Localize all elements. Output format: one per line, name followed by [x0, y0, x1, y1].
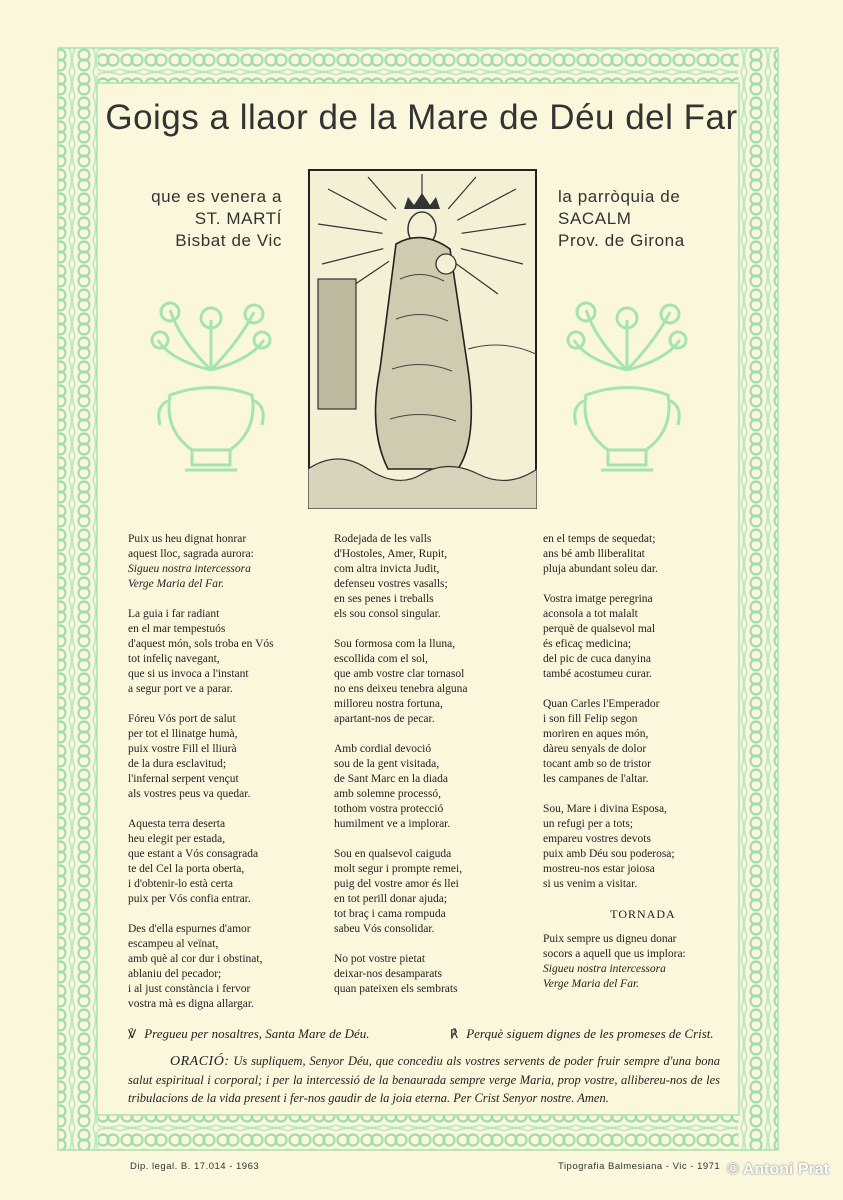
- verse-line: quan pateixen els sembrats: [334, 983, 458, 995]
- stanza: [128, 817, 328, 907]
- verse-line: sabeu Vós consolidar.: [334, 923, 435, 935]
- verse-line: vostra mà es digna allargar.: [128, 998, 254, 1010]
- verse-line: Sou, Mare i divina Esposa,: [543, 803, 667, 815]
- copyright-watermark: © Antoni Prat: [727, 1161, 829, 1178]
- verse-line: escampeu al veïnat,: [128, 938, 219, 950]
- verse-line: ans bé amb lliberalitat: [543, 548, 645, 560]
- verse-line: les campanes de l'altar.: [543, 773, 649, 785]
- verse-line: Verge Maria del Far.: [128, 578, 225, 590]
- verse-line: pluja abundant soleu dar.: [543, 563, 658, 575]
- stanza: [128, 607, 328, 697]
- verse-line: ablaniu del pecador;: [128, 968, 222, 980]
- verse-line: Sou en qualsevol caiguda: [334, 848, 452, 860]
- subtitle-right: [558, 186, 685, 252]
- versicle-text: Pregueu per nosaltres, Santa Mare de Déu.: [144, 1026, 370, 1041]
- stanza: [543, 802, 743, 892]
- verse-line: en ses penes i treballs: [334, 593, 434, 605]
- subtitle-left-line: ST. MARTÍ: [194, 209, 282, 228]
- response-text: Perquè siguem dignes de les promeses de Crist.: [466, 1026, 714, 1041]
- verse-line: amb què al cor dur i obstinat,: [128, 953, 263, 965]
- prayer-heading: ORACIÓ:: [170, 1054, 230, 1069]
- verse-line: escollida com el sol,: [334, 653, 428, 665]
- verse-line: i d'obtenir-lo està certa: [128, 878, 233, 890]
- verse-line: tot braç i cama rompuda: [334, 908, 446, 920]
- stanza: [543, 697, 743, 787]
- verse-line: que amb vostre clar tornasol: [334, 668, 465, 680]
- verse-line: apartant-nos de pecar.: [334, 713, 435, 725]
- verse-line: Des d'ella espurnes d'amor: [128, 923, 251, 935]
- verse-line: de la dura esclavitud;: [128, 758, 227, 770]
- subtitle-left-line: Bisbat de Vic: [175, 231, 282, 250]
- verse-line: dàreu senyals de dolor: [543, 743, 647, 755]
- subtitle-right-line: Prov. de Girona: [558, 231, 685, 250]
- verse-line: a segur port ve a parar.: [128, 683, 233, 695]
- stanza: [543, 532, 743, 577]
- verse-line: puix per Vós confia entrar.: [128, 893, 251, 905]
- verse-line: humilment ve a implorar.: [334, 818, 451, 830]
- verse-line: Puix sempre us digneu donar: [543, 933, 677, 945]
- verse-line: l'infernal serpent vençut: [128, 773, 239, 785]
- verse-column-2: [334, 532, 534, 1012]
- verse-line: i son fill Felip segon: [543, 713, 638, 725]
- verse-line: sou de la gent visitada,: [334, 758, 440, 770]
- stanza: [128, 712, 328, 802]
- verse-line: moriren en aques món,: [543, 728, 649, 740]
- verse-column-1: [128, 532, 328, 1027]
- stanza: [128, 532, 328, 592]
- tornada-heading: TORNADA: [610, 907, 676, 921]
- verse-line: tot infeliç navegant,: [128, 653, 220, 665]
- verse-line: els sou consol singular.: [334, 608, 441, 620]
- verse-line: als vostres peus va quedar.: [128, 788, 251, 800]
- versicle: [128, 1026, 370, 1042]
- virgin-woodcut-image: [308, 169, 537, 509]
- verse-line: puix vostre Fill el lliurà: [128, 743, 237, 755]
- prayer-text: Us supliquem, Senyor Déu, que concediu als vostres servents de poder fruir sempre d'una bona salut espiritual i corporal; i per la intercessió de la benaurada sempre verge Maria, prop vostre, allibereu-nos de les tribulacions de la vida present i fer-nos gaudir de la joia eterna. Per Crist Senyor nostre. Amen.: [128, 1054, 720, 1105]
- verse-line: milloreu nostra fortuna,: [334, 698, 443, 710]
- response-symbol: ℟: [450, 1027, 459, 1041]
- verse-line: en tot perill donar ajuda;: [334, 893, 448, 905]
- verse-line: per tot el llinatge humà,: [128, 728, 238, 740]
- verse-line: deixar-nos desamparats: [334, 968, 443, 980]
- verse-line: defenseu vostres vasalls;: [334, 578, 448, 590]
- verse-line: te del Cel la porta oberta,: [128, 863, 245, 875]
- stanza: [543, 592, 743, 682]
- stanza: [128, 922, 328, 1012]
- stanza: [334, 742, 534, 832]
- verse-line: Puix us heu dignat honrar: [128, 533, 247, 545]
- subtitle-right-line: SACALM: [558, 209, 632, 228]
- verse-line: si us venim a visitar.: [543, 878, 638, 890]
- verse-line: puig del vostre amor és llei: [334, 878, 459, 890]
- verse-line: que estant a Vós consagrada: [128, 848, 259, 860]
- verse-line: un refugi per a tots;: [543, 818, 634, 830]
- verse-line: Sou formosa com la lluna,: [334, 638, 456, 650]
- verse-line: com altra invicta Judit,: [334, 563, 440, 575]
- verse-line: tocant amb so de tristor: [543, 758, 651, 770]
- subtitle-left: [151, 186, 282, 252]
- subtitle-left-line: que es venera a: [151, 187, 282, 206]
- verse-line: Fóreu Vós port de salut: [128, 713, 236, 725]
- verse-line: No pot vostre pietat: [334, 953, 426, 965]
- verse-line: La guia i far radiant: [128, 608, 220, 620]
- legal-deposit: Dip. legal. B. 17.014 - 1963: [130, 1161, 260, 1172]
- verse-line: puix amb Déu sou poderosa;: [543, 848, 675, 860]
- verse-line: aconsola a tot malalt: [543, 608, 638, 620]
- verse-line: perquè de qualsevol mal: [543, 623, 656, 635]
- verse-line: en el mar tempestuós: [128, 623, 226, 635]
- verse-line: Sigueu nostra intercessora: [543, 963, 666, 975]
- stanza: [334, 532, 534, 622]
- verse-line: heu elegit per estada,: [128, 833, 226, 845]
- printer-credit: Tipografia Balmesiana - Vic - 1971: [558, 1161, 721, 1172]
- stanza: [334, 847, 534, 937]
- verse-line: empareu vostres devots: [543, 833, 651, 845]
- verse-line: Amb cordial devoció: [334, 743, 432, 755]
- verse-line: Verge Maria del Far.: [543, 978, 640, 990]
- verse-line: no ens deixeu tenebra alguna: [334, 683, 468, 695]
- verse-line: que si us invoca a l'instant: [128, 668, 249, 680]
- verse-line: de Sant Marc en la diada: [334, 773, 448, 785]
- verse-line: Rodejada de les valls: [334, 533, 432, 545]
- verse-line: amb solemne processó,: [334, 788, 441, 800]
- verse-line: d'aquest món, sols troba en Vós: [128, 638, 274, 650]
- flower-vase-left-icon: [150, 300, 272, 480]
- stanza: [334, 952, 534, 997]
- verse-line: aquest lloc, sagrada aurora:: [128, 548, 254, 560]
- verse-line: Vostra imatge peregrina: [543, 593, 653, 605]
- verse-line: mostreu-nos estar joiosa: [543, 863, 655, 875]
- verse-line: d'Hostoles, Amer, Rupit,: [334, 548, 448, 560]
- verse-line: del pic de cuca danyina: [543, 653, 651, 665]
- verse-line: Quan Carles l'Emperador: [543, 698, 660, 710]
- response: [450, 1026, 714, 1042]
- verse-line: molt segur i prompte remei,: [334, 863, 463, 875]
- verse-line: socors a aquell que us implora:: [543, 948, 686, 960]
- flower-vase-right-icon: [566, 300, 688, 480]
- verse-line: Sigueu nostra intercessora: [128, 563, 251, 575]
- verse-line: tothom vostra protecció: [334, 803, 444, 815]
- tornada-stanza: [543, 932, 743, 992]
- stanza: [334, 637, 534, 727]
- versicle-symbol: ℣: [128, 1027, 137, 1041]
- verse-line: en el temps de sequedat;: [543, 533, 656, 545]
- verse-line: Aquesta terra deserta: [128, 818, 226, 830]
- page-title: Goigs a llaor de la Mare de Déu del Far: [105, 98, 738, 137]
- verse-line: també acostumeu curar.: [543, 668, 652, 680]
- verse-line: i al just constància i fervor: [128, 983, 251, 995]
- subtitle-right-line: la parròquia de: [558, 187, 681, 206]
- verse-line: és eficaç medicina;: [543, 638, 632, 650]
- verse-column-3: [543, 532, 743, 1007]
- prayer-paragraph: [128, 1052, 720, 1107]
